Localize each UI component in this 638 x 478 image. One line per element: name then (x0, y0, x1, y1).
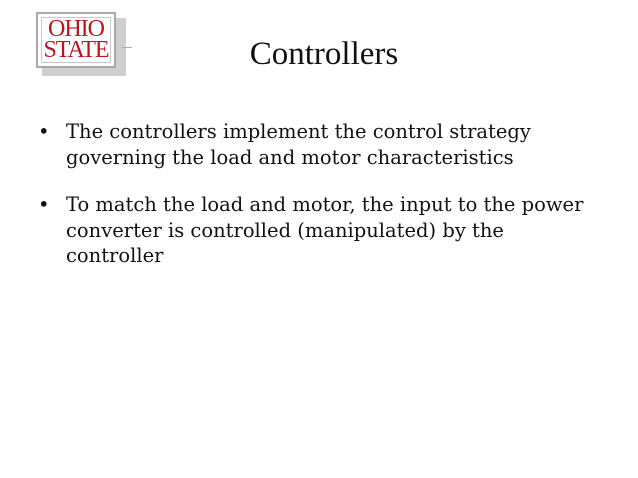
bullet-item (36, 119, 596, 170)
logo-text-ohio: OHIO (48, 16, 104, 42)
logo-text-state: STATE (43, 37, 109, 63)
slide-title: Controllers (249, 36, 399, 72)
bullet-dot-icon: • (38, 193, 50, 216)
bullet-item (36, 192, 596, 269)
bullet-dot-icon: • (38, 120, 50, 143)
bullet-text: The controllers implement the control strategy governing the load and motor characteristics (66, 120, 531, 169)
bullet-list (36, 119, 596, 269)
bullet-text: To match the load and motor, the input to the power converter is controlled (manipulated) by the controller (66, 193, 584, 267)
